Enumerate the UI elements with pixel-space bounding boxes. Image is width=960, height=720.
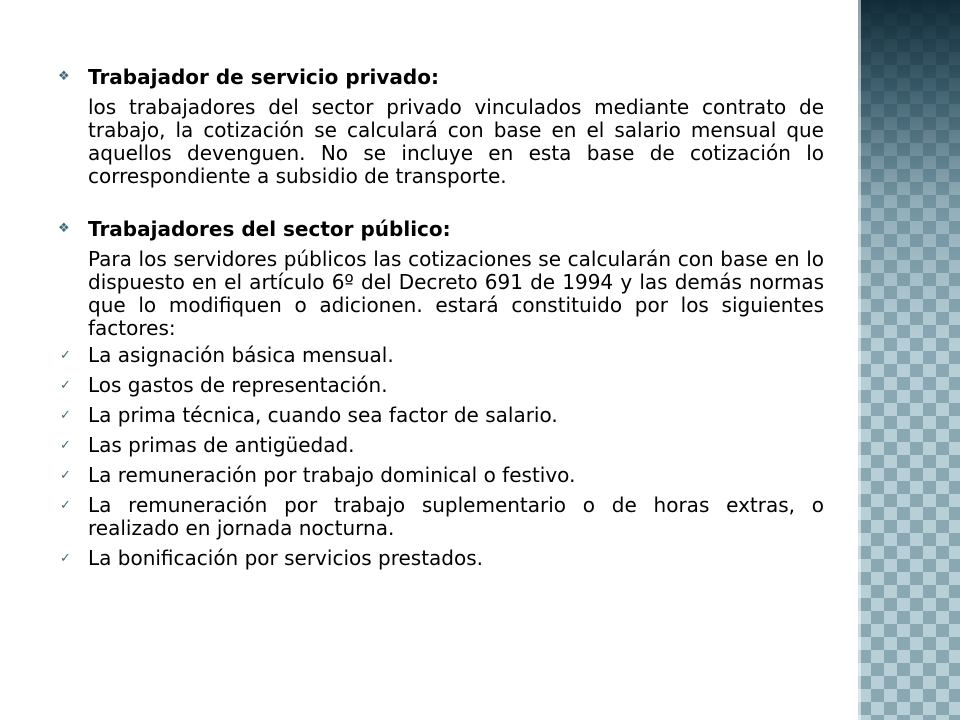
list-item bbox=[58, 374, 824, 397]
section-heading: Trabajador de servicio privado: bbox=[88, 65, 439, 89]
factor-list bbox=[58, 344, 824, 570]
list-item-text: La bonificación por servicios prestados. bbox=[88, 546, 484, 570]
list-item-text: Los gastos de representación. bbox=[88, 373, 388, 397]
list-item bbox=[58, 464, 824, 487]
checkmark-icon: ✓ bbox=[60, 498, 71, 513]
list-item bbox=[58, 547, 824, 570]
section-body: Para los servidores públicos las cotizaciones se calcularán con base en lo dispuesto en el artículo 6º del Decreto 691 de 1994 y las demás normas que lo modifiquen o adicionen. estará constituido por los siguientes factores: bbox=[88, 247, 824, 340]
decorative-side-panel bbox=[858, 0, 960, 720]
list-item-text: La remuneración por trabajo dominical o festivo. bbox=[88, 463, 576, 487]
checkmark-icon: ✓ bbox=[60, 348, 71, 363]
checkmark-icon: ✓ bbox=[60, 438, 71, 453]
section-public bbox=[58, 214, 824, 570]
diamond-bullet-icon: ❖ bbox=[58, 221, 70, 236]
section-heading-row bbox=[58, 62, 824, 92]
section-body: los trabajadores del sector privado vinculados mediante contrato de trabajo, la cotización se calculará con base en el salario mensual que aquellos devenguen. No se incluye en esta base de cotización lo correspondiente a subsidio de transporte. bbox=[88, 95, 824, 188]
list-item-text: La remuneración por trabajo suplementario o de horas extras, o realizado en jornada nocturna. bbox=[88, 493, 824, 540]
section-heading: Trabajadores del sector público: bbox=[88, 217, 451, 241]
list-item-text: La prima técnica, cuando sea factor de salario. bbox=[88, 403, 558, 427]
section-private bbox=[58, 62, 824, 188]
slide-content bbox=[58, 62, 824, 577]
list-item bbox=[58, 494, 824, 540]
list-item bbox=[58, 404, 824, 427]
list-item-text: La asignación básica mensual. bbox=[88, 343, 394, 367]
list-item bbox=[58, 434, 824, 457]
section-heading-row bbox=[58, 214, 824, 244]
side-panel-edge bbox=[858, 0, 861, 720]
checkmark-icon: ✓ bbox=[60, 468, 71, 483]
diamond-bullet-icon: ❖ bbox=[58, 69, 70, 84]
list-item-text: Las primas de antigüedad. bbox=[88, 433, 355, 457]
checkmark-icon: ✓ bbox=[60, 408, 71, 423]
checkmark-icon: ✓ bbox=[60, 551, 71, 566]
checkmark-icon: ✓ bbox=[60, 378, 71, 393]
list-item bbox=[58, 344, 824, 367]
